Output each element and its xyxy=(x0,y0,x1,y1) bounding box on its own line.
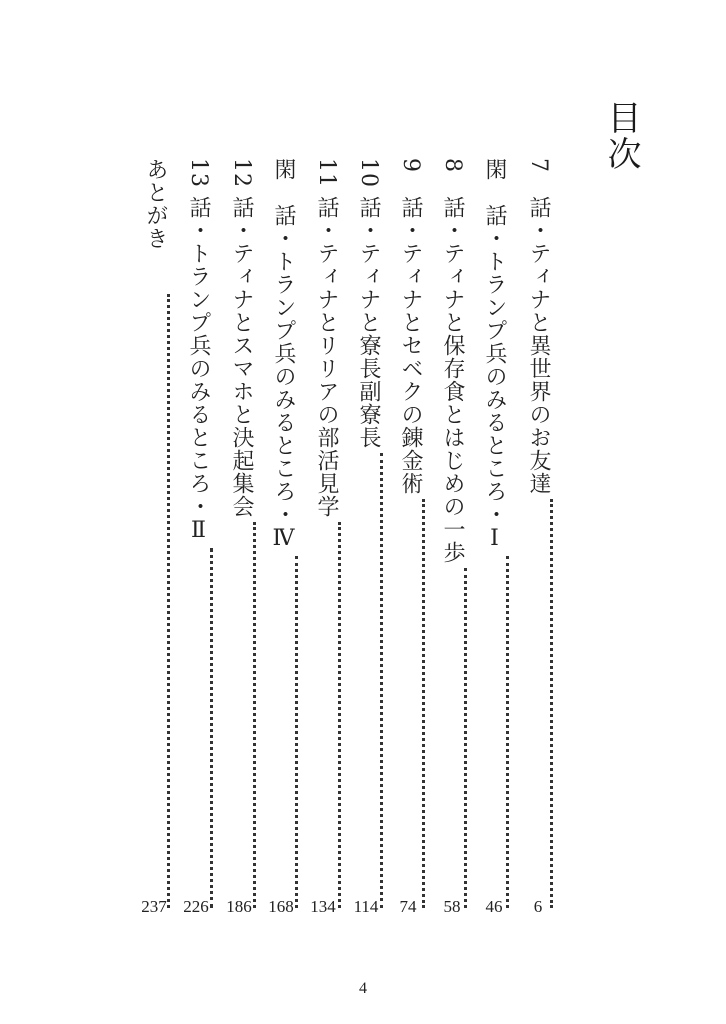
toc-page-number: 134 xyxy=(310,897,336,916)
toc-entry[interactable] xyxy=(268,158,298,918)
toc-entry[interactable] xyxy=(140,158,170,918)
toc-page-number: 58 xyxy=(443,897,461,916)
toc-entry-label: 13 話・トランプ兵のみるところ・Ⅱ xyxy=(186,158,211,544)
toc-entry[interactable] xyxy=(311,158,341,918)
dot-leader xyxy=(422,499,425,908)
toc-entry-label: 9 話・ティナとセベクの錬金術 xyxy=(398,158,423,495)
toc-page-number: 114 xyxy=(353,897,379,916)
dot-leader xyxy=(506,556,509,908)
toc-entry-label: 8 話・ティナと保存食とはじめの一歩 xyxy=(440,158,465,564)
dot-leader xyxy=(338,522,341,908)
toc-entry-label: 閑 話・トランプ兵のみるところ・Ⅰ xyxy=(482,158,507,552)
toc-entry-label: 閑 話・トランプ兵のみるところ・Ⅳ xyxy=(271,158,296,552)
toc-entry[interactable] xyxy=(395,158,425,918)
toc-entry-label: 7 話・ティナと異世界のお友達 xyxy=(526,158,551,495)
page-title: 目次 xyxy=(601,100,641,172)
toc-entry[interactable] xyxy=(437,158,467,918)
toc-entry[interactable] xyxy=(523,158,553,918)
toc-page-number: 46 xyxy=(485,897,503,916)
toc-page-number: 168 xyxy=(268,897,294,916)
toc-page-number: 74 xyxy=(399,897,417,916)
dot-leader xyxy=(380,453,383,908)
toc-page-number: 6 xyxy=(533,897,543,916)
toc-entry-label: 10 話・ティナと寮長副寮長 xyxy=(356,158,381,449)
toc-entry-label: 11 話・ティナとリリアの部活見学 xyxy=(314,158,339,518)
dot-leader xyxy=(295,556,298,908)
dot-leader xyxy=(253,522,256,908)
dot-leader xyxy=(167,294,170,908)
page-folio: 4 xyxy=(359,980,367,997)
toc-entry[interactable] xyxy=(353,158,383,918)
toc-page-number: 226 xyxy=(183,897,209,916)
toc-entry-label: 12 話・ティナとスマホと決起集会 xyxy=(229,158,254,518)
dot-leader xyxy=(464,568,467,908)
dot-leader xyxy=(210,548,213,908)
toc-page-number: 186 xyxy=(226,897,252,916)
toc-entry[interactable] xyxy=(183,158,213,918)
toc-entry[interactable] xyxy=(226,158,256,918)
toc-entry-label: あとがき xyxy=(143,158,168,250)
dot-leader xyxy=(550,499,553,908)
toc-entry[interactable] xyxy=(479,158,509,918)
toc-page-number: 237 xyxy=(141,897,167,916)
